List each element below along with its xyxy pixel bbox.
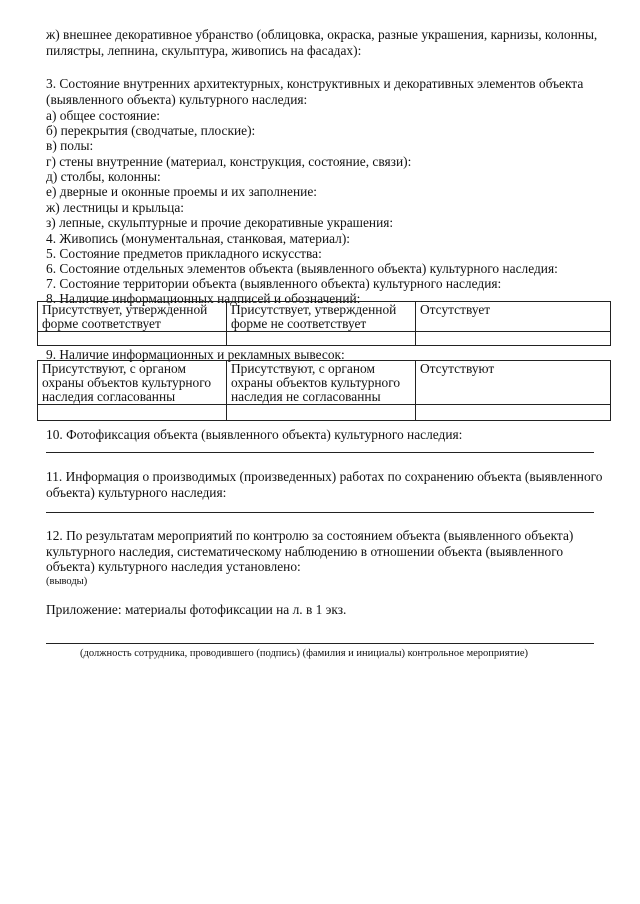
signboards-answer-cell-2[interactable]	[227, 405, 416, 421]
section4-painting: 4. Живопись (монументальная, станковая, материал):	[46, 231, 351, 246]
section3-title-line-2: (выявленного объекта) культурного наследия:	[46, 92, 308, 107]
section3-item-zh: ж) лестницы и крыльца:	[46, 200, 184, 215]
signature-line[interactable]	[46, 643, 594, 644]
signboards-answer-cell-3[interactable]	[416, 405, 611, 421]
inscriptions-option-noncompliant: Присутствует, утвержденной форме не соответствует	[227, 302, 416, 332]
section3-item-a: а) общее состояние:	[46, 108, 160, 123]
signboards-option-absent: Отсутствуют	[416, 361, 611, 405]
signboards-options-row	[38, 361, 611, 405]
signboards-answer-cell-1[interactable]	[38, 405, 227, 421]
section11-fill-line[interactable]	[46, 512, 594, 513]
inscriptions-answer-row	[38, 332, 611, 346]
section3-item-z: з) лепные, скульптурные и прочие декоративные украшения:	[46, 215, 394, 230]
section3-item-b: б) перекрытия (сводчатые, плоские):	[46, 123, 256, 138]
inscriptions-answer-cell-3[interactable]	[416, 332, 611, 346]
inscriptions-answer-cell-1[interactable]	[38, 332, 227, 346]
inscriptions-option-compliant: Присутствует, утвержденной форме соответствует	[38, 302, 227, 332]
section3-item-d: д) столбы, колонны:	[46, 169, 161, 184]
section12-line-2: культурного наследия, систематическому наблюдению в отношении объекта (выявленного	[46, 544, 564, 559]
section12-line-3: объекта) культурного наследия установлено:	[46, 559, 301, 574]
signboards-option-approved: Присутствуют, с органом охраны объектов культурного наследия согласованны	[38, 361, 227, 405]
section9-signboards: 9. Наличие информационных и рекламных вывесок:	[46, 347, 345, 362]
inscriptions-option-absent: Отсутствует	[416, 302, 611, 332]
appendix-line: Приложение: материалы фотофиксации на л. в 1 экз.	[46, 602, 347, 617]
section8-inscriptions: 8. Наличие информационных надписей и обозначений:	[46, 291, 361, 306]
inscriptions-table	[37, 301, 611, 346]
section10-photo: 10. Фотофиксация объекта (выявленного объекта) культурного наследия:	[46, 427, 463, 442]
item-decor-line-2: пилястры, лепнина, скульптура, живопись на фасадах):	[46, 43, 362, 58]
section11-line-1: 11. Информация о производимых (произведенных) работах по сохранению объекта (выявленного	[46, 469, 603, 484]
section12-line-1: 12. По результатам мероприятий по контролю за состоянием объекта (выявленного объекта)	[46, 528, 574, 543]
section3-title-line-1: 3. Состояние внутренних архитектурных, конструктивных и декоративных элементов объекта	[46, 76, 584, 91]
section6-elements: 6. Состояние отдельных элементов объекта (выявленного объекта) культурного наследия:	[46, 261, 558, 276]
section3-item-e: е) дверные и оконные проемы и их заполнение:	[46, 184, 317, 199]
section3-item-g: г) стены внутренние (материал, конструкция, состояние, связи):	[46, 154, 412, 169]
inscriptions-options-row	[38, 302, 611, 332]
signature-caption: (должность сотрудника, проводившего (подпись) (фамилия и инициалы) контрольное мероприятие)	[80, 648, 528, 659]
item-decor-line-1: ж) внешнее декоративное убранство (облицовка, окраска, разные украшения, карнизы, колонны,	[46, 27, 598, 42]
section3-item-v: в) полы:	[46, 138, 94, 153]
section11-line-2: объекта) культурного наследия:	[46, 485, 227, 500]
signboards-answer-row	[38, 405, 611, 421]
section5-applied-art: 5. Состояние предметов прикладного искусства:	[46, 246, 322, 261]
section7-territory: 7. Состояние территории объекта (выявленного объекта) культурного наследия:	[46, 276, 502, 291]
section10-fill-line[interactable]	[46, 452, 594, 453]
conclusions-label: (выводы)	[46, 576, 88, 587]
inscriptions-answer-cell-2[interactable]	[227, 332, 416, 346]
signboards-table	[37, 360, 611, 421]
signboards-option-not-approved: Присутствуют, с органом охраны объектов культурного наследия не согласованны	[227, 361, 416, 405]
